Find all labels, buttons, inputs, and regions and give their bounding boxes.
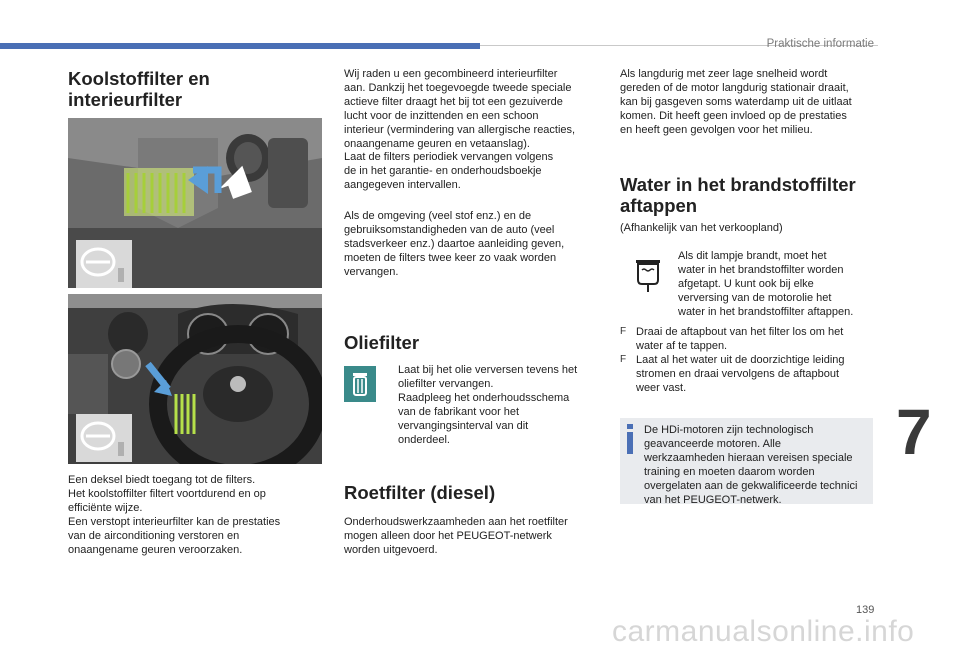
text-line: Laat bij het olie verversen tevens het: [398, 364, 578, 376]
text-line: oliefilter vervangen.: [398, 377, 494, 390]
heading-line: Koolstoffilter en: [68, 68, 210, 89]
page-number: 139: [856, 604, 875, 616]
section-title: Praktische informatie: [766, 38, 874, 50]
text-line: aangegeven intervallen.: [344, 179, 461, 192]
text-line: Als langdurig met zeer lage snelheid wordt: [620, 68, 828, 80]
text-line: Draai de aftapbout van het filter los om het: [636, 326, 844, 338]
text-line: gebruiksomstandigheden van de auto (veel: [344, 223, 555, 236]
soot-filter-text: [344, 516, 604, 558]
col1-caption: [68, 474, 324, 557]
text-line: Laat de filters periodiek vervangen volgens: [344, 151, 554, 164]
steering-wheel-diagram-icon: [76, 240, 132, 288]
text-line: afgetapt. U kunt ook bij elke: [678, 277, 814, 290]
text-line: Laat al het water uit de doorzichtige leiding: [636, 353, 845, 366]
water-in-fuel-warning-icon: [628, 256, 668, 296]
text-line: water in het brandstoffilter worden: [678, 263, 844, 276]
water-drain-heading: [620, 174, 856, 217]
text-line: aan. Dankzij het toegevoegde tweede speciale: [344, 81, 572, 94]
text-line: werkzaamheden hieraan vereisen speciale: [644, 451, 853, 464]
text-line: mogen alleen door het PEUGEOT-netwerk: [344, 529, 552, 542]
info-text: [644, 424, 870, 507]
text-line: training en moeten daarom worden: [644, 465, 815, 478]
warning-lamp-text: [678, 250, 878, 320]
soot-filter-heading: Roetfilter (diesel): [344, 482, 496, 503]
text-line: water af te tappen.: [636, 339, 728, 352]
text-line: lucht voor de inzittenden en een schoon: [344, 109, 539, 122]
watermark: carmanualsonline.info: [612, 615, 915, 648]
list-item: [620, 326, 882, 354]
text-line: De HDi-motoren zijn technologisch: [644, 424, 814, 436]
text-line: worden uitgevoerd.: [344, 543, 438, 556]
text-line: onderdeel.: [398, 433, 450, 446]
list-item: [620, 354, 882, 396]
text-line: geavanceerde motoren. Alle: [644, 437, 781, 450]
col3-paragraph-1: [620, 68, 882, 138]
text-line: van de fabrikant voor het: [398, 405, 520, 418]
text-line: stromen en draai vervolgens de aftapbout: [636, 367, 840, 380]
text-line: vervangingsinterval van dit: [398, 419, 529, 432]
text-line: gereden of de motor langdurig stationair draait,: [620, 81, 849, 94]
heading-line: aftappen: [620, 195, 698, 217]
info-icon: [626, 424, 634, 454]
oil-filter-icon: [344, 366, 376, 402]
bullet-marker: F: [620, 353, 627, 365]
text-line: onaangename geuren en vetaanslag).: [344, 137, 530, 150]
heading-line: Water in het brandstoffilter: [620, 174, 856, 195]
header-accent-bar: [0, 43, 480, 49]
text-line: weer vast.: [636, 381, 687, 394]
text-line: overgelaten aan de gekwalificeerde technici: [644, 479, 858, 492]
info-box: [620, 418, 873, 504]
col2-paragraph-1: [344, 68, 604, 193]
text-line: Onderhoudswerkzaamheden aan het roetfilter: [344, 516, 568, 528]
text-line: verversing van de motorolie het: [678, 291, 832, 304]
text-line: Een deksel biedt toegang tot de filters.: [68, 474, 256, 486]
text-line: kan bij gasgeven soms waterdamp uit de uitlaat: [620, 95, 852, 108]
text-line: de in het garantie- en onderhoudsboekje: [344, 165, 542, 178]
text-line: Als de omgeving (veel stof enz.) en de: [344, 210, 532, 222]
text-line: interieur (vermindering van allergische reacties,: [344, 123, 576, 136]
oil-filter-heading: Oliefilter: [344, 332, 420, 353]
text-line: van het PEUGEOT-netwerk.: [644, 493, 782, 506]
text-line: water in het brandstoffilter aftappen.: [678, 305, 854, 318]
text-line: Als dit lampje brandt, moet het: [678, 250, 827, 262]
text-line: komen. Dit heeft geen invloed op de prestaties: [620, 109, 847, 122]
text-line: van de airconditioning verstoren en: [68, 529, 240, 542]
text-line: Het koolstoffilter filtert voortdurend en op: [68, 487, 266, 500]
oil-filter-text: [398, 364, 604, 447]
text-line: efficiënte wijze.: [68, 501, 143, 514]
text-line: onaangename geuren veroorzaken.: [68, 543, 243, 556]
text-line: stadsverkeer enz.) daartoe aanleiding geven,: [344, 237, 565, 250]
steering-wheel-diagram-icon: [76, 414, 132, 462]
bullet-marker: F: [620, 326, 627, 337]
text-line: vervangen.: [344, 265, 399, 278]
chapter-number: 7: [896, 396, 932, 468]
col2-paragraph-2: [344, 210, 604, 280]
equipment-note: (Afhankelijk van het verkoopland): [620, 222, 783, 234]
text-line: actieve filter draagt het bij tot een gezuiverde: [344, 95, 563, 108]
col1-heading: [68, 68, 210, 111]
text-line: Een verstopt interieurfilter kan de prestaties: [68, 515, 281, 528]
text-line: Wij raden u een gecombineerd interieurfilter: [344, 68, 558, 80]
text-line: Raadpleeg het onderhoudsschema: [398, 391, 570, 404]
drain-steps: [620, 326, 882, 396]
heading-line: interieurfilter: [68, 89, 183, 111]
text-line: moeten de filters twee keer zo vaak worden: [344, 251, 557, 264]
text-line: en heeft geen gevolgen voor het milieu.: [620, 123, 813, 136]
